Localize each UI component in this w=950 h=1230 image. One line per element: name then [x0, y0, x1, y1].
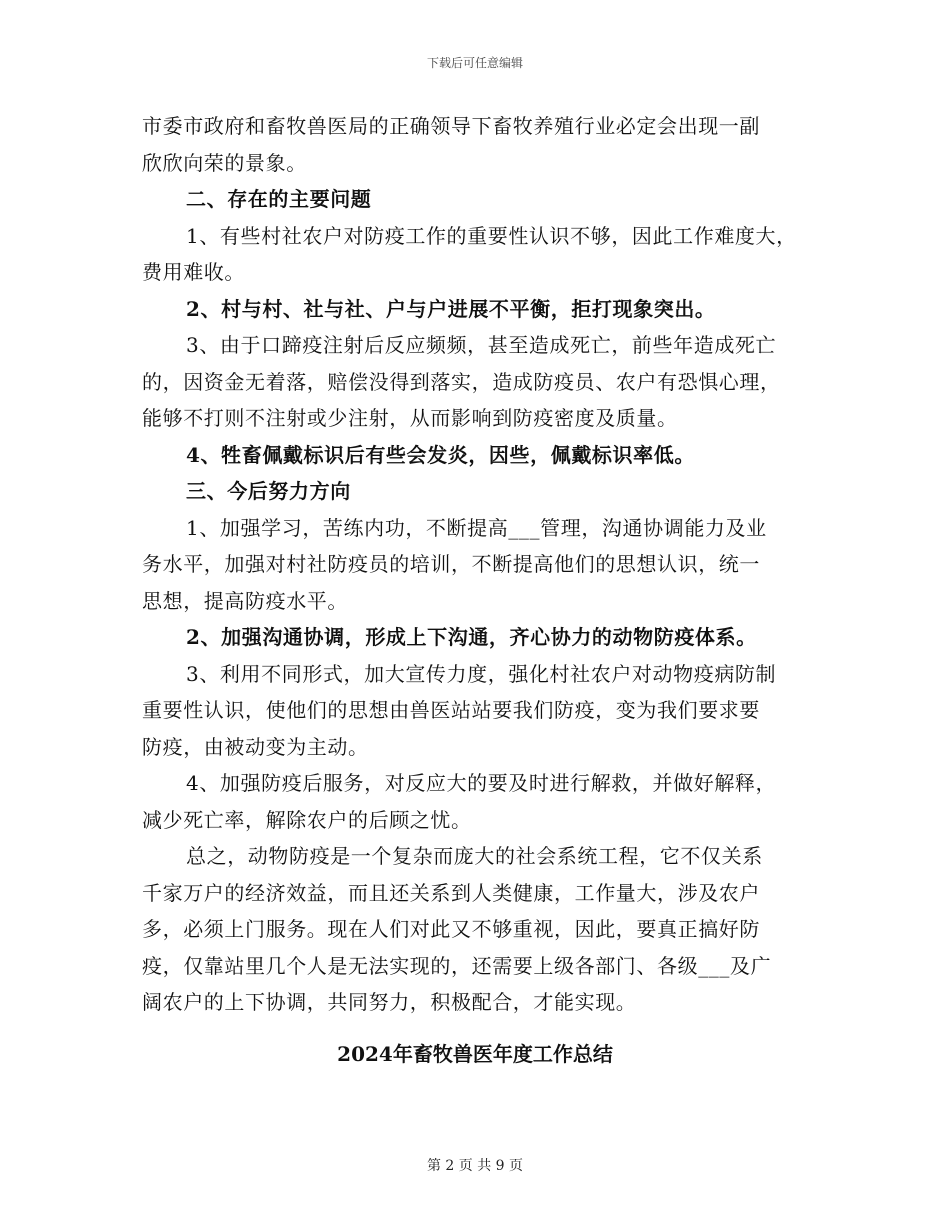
paragraph-line: 阔农户的上下协调，共同努力，积极配合，才能实现。 [142, 990, 637, 1014]
paragraph-line: 总之，动物防疫是一个复杂而庞大的社会系统工程，它不仅关系 [186, 844, 763, 868]
document-body [142, 108, 810, 1021]
paragraph-line: 欣欣向荣的景象。 [142, 150, 307, 175]
page-header: 下载后可任意编辑 [426, 56, 523, 70]
paragraph-line: 重要性认识，使他们的思想由兽医站站要我们防疫，变为我们要求要 [142, 698, 760, 722]
paragraph-line: 4、加强防疫后服务，对反应大的要及时进行解救，并做好解释， [186, 771, 777, 795]
paragraph-line: 多，必须上门服务。现在人们对此又不够重视，因此，要真正搞好防 [142, 917, 760, 941]
paragraph-line: 1、有些村社农户对防疫工作的重要性认识不够，因此工作难度大， [186, 223, 797, 248]
bold-item-line: 2、加强沟通协调，形成上下沟通，齐心协力的动物防疫体系。 [186, 625, 757, 649]
paragraph-line: 疫，仅靠站里几个人是无法实现的，还需要上级各部门、各级___及广 [142, 953, 772, 978]
paragraph-line: 的，因资金无着落，赔偿没得到落实，造成防疫员、农户有恐惧心理， [142, 369, 781, 394]
page-footer: 第 2 页 共 9 页 [426, 1158, 524, 1174]
paragraph-line: 减少死亡率，解除农户的后顾之忧。 [142, 807, 472, 832]
paragraph-line: 千家万户的经济效益，而且还关系到人类健康，工作量大，涉及农户 [142, 880, 760, 905]
paragraph-line: 务水平，加强对村社防疫员的培训，不断提高他们的思想认识，统一 [142, 552, 760, 576]
paragraph-line: 3、由于口蹄疫注射后反应频频，甚至造成死亡，前些年造成死亡 [186, 333, 777, 357]
bold-item-line: 4、牲畜佩戴标识后有些会发炎，因些，佩戴标识率低。 [186, 442, 695, 467]
paragraph-line: 思想，提高防疫水平。 [142, 588, 348, 613]
paragraph-line: 3、利用不同形式，加大宣传力度，强化村社农户对动物疫病防制 [186, 661, 777, 686]
section-heading: 三、今后努力方向 [186, 479, 351, 503]
paragraph-line: 能够不打则不注射或少注射，从而影响到防疫密度及质量。 [142, 406, 678, 430]
bold-item-line: 2、村与村、社与社、户与户进展不平衡，拒打现象突出。 [186, 296, 716, 321]
document-title: 2024年畜牧兽医年度工作总结 [337, 1042, 613, 1066]
paragraph-line: 1、加强学习，苦练内功，不断提高___管理，沟通协调能力及业 [186, 515, 767, 540]
paragraph-line: 市委市政府和畜牧兽医局的正确领导下畜牧养殖行业必定会出现一副 [142, 114, 760, 138]
paragraph-line: 费用难收。 [142, 260, 245, 284]
paragraph-line: 防疫，由被动变为主动。 [142, 734, 369, 759]
section-heading: 二、存在的主要问题 [186, 187, 372, 211]
